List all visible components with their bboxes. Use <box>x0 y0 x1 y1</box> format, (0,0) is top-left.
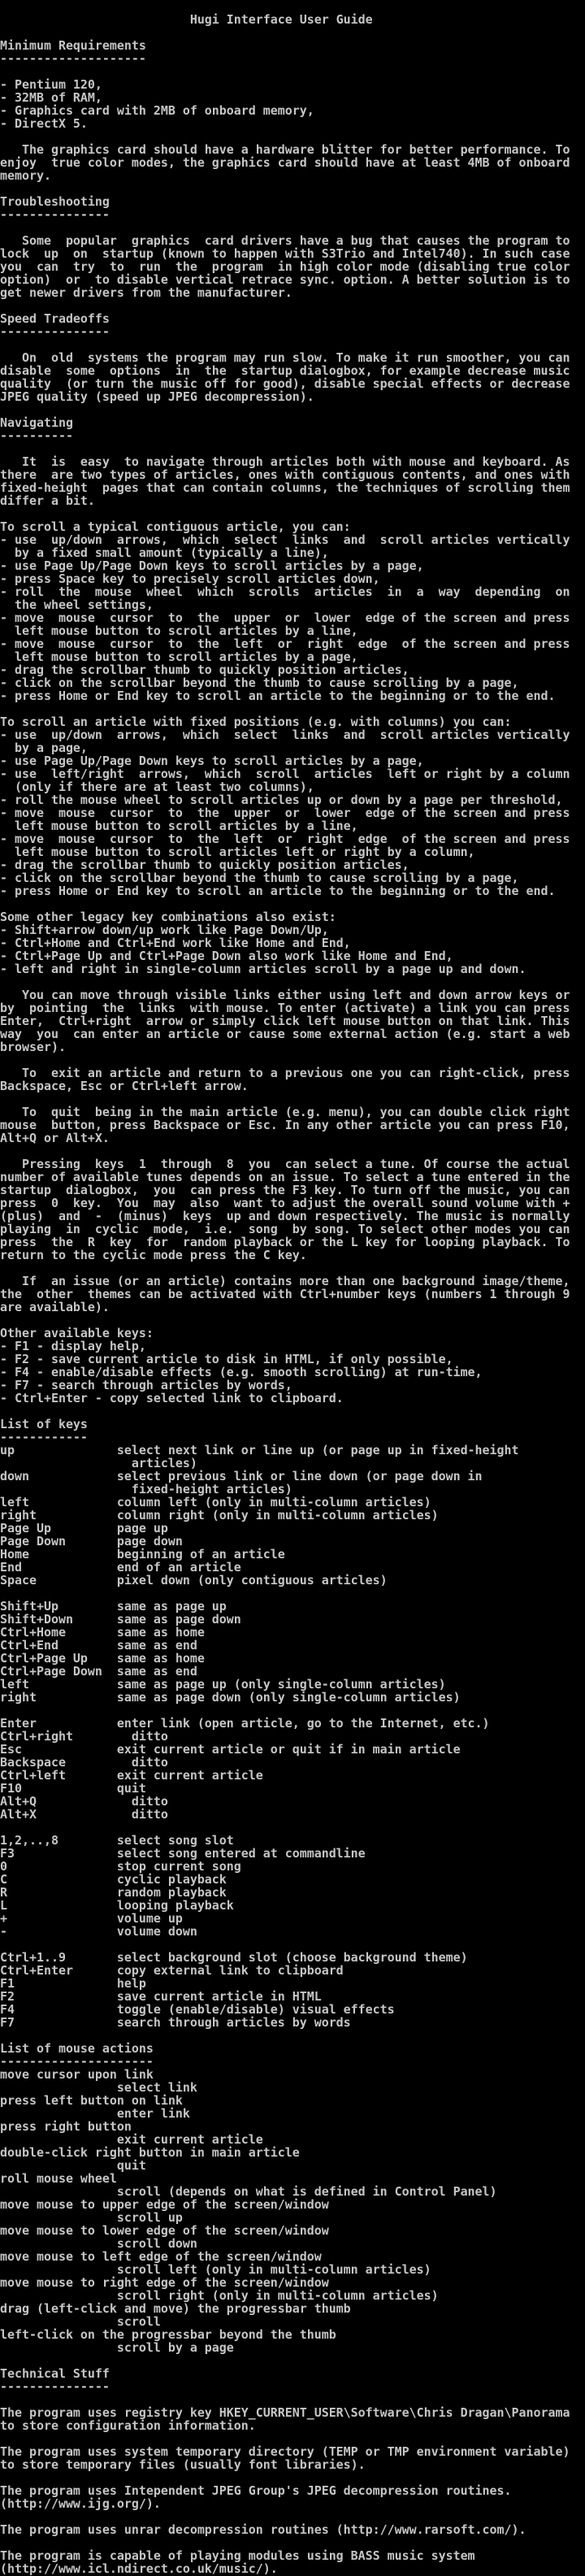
text-line: scroll down <box>0 2236 197 2251</box>
text-line: The graphics card should have a hardware blitter for better performance. To <box>0 142 570 157</box>
text-line: - 32MB of RAM, <box>0 90 102 105</box>
text-line: move mouse to right edge of the screen/window <box>0 2275 329 2290</box>
text-line: press right button <box>0 2119 132 2134</box>
text-line: List of keys <box>0 1417 88 1431</box>
text-line: - use left/right arrows, which scroll articles left or right by a column <box>0 767 570 781</box>
text-line: To exit an article and return to a previous one you can right-click, press <box>0 1066 570 1080</box>
text-line: Hugi Interface User Guide <box>0 12 373 27</box>
text-line <box>0 182 585 195</box>
text-line: It is easy to navigate through articles both with mouse and keyboard. As <box>0 454 570 469</box>
text-line: - move mouse cursor to the upper or lower edge of the screen and press <box>0 806 570 820</box>
text-line: differ a bit. <box>0 493 95 508</box>
text-line: startup dialogbox, you can press the F3 key. To turn off the music, you can <box>0 1183 570 1197</box>
text-line: enjoy true color modes, the graphics card should have at least 4MB of onboard <box>0 155 570 170</box>
text-line: Ctrl+Home same as home <box>0 1625 205 1640</box>
text-line: (only if there are at least two columns), <box>0 780 314 794</box>
text-line: The program uses registry key HKEY_CURRENT_USER\Software\Chris Dragan\Panorama <box>0 2405 570 2420</box>
text-line: - use up/down arrows, which select links and scroll articles vertically <box>0 728 570 742</box>
text-line: --------------- <box>0 207 110 222</box>
text-line <box>0 1938 585 1951</box>
text-line: number of available tunes depends on an issue. To select a tune entered in the <box>0 1170 570 1184</box>
text-line: fixed-height pages that can contain columns, the techniques of scrolling them <box>0 480 570 495</box>
text-line: playing in cyclic mode, i.e. song by song. To select other modes you can <box>0 1222 570 1236</box>
text-line: To scroll an article with fixed positions (e.g. with columns) you can: <box>0 715 512 729</box>
text-line <box>0 1145 585 1158</box>
text-line: You can move through visible links either using left and down arrow keys or <box>0 988 570 1002</box>
text-line: are available). <box>0 1300 110 1314</box>
text-line: - move mouse cursor to the left or right edge of the screen and press <box>0 636 570 651</box>
text-line: lock up on startup (known to happen with S3Trio and Intel740). In such case <box>0 246 570 261</box>
text-line <box>0 2510 585 2523</box>
text-line <box>0 2432 585 2445</box>
text-line <box>0 130 585 143</box>
text-line: - use up/down arrows, which select links and scroll articles vertically <box>0 532 570 547</box>
text-line: Alt+X ditto <box>0 1807 168 1822</box>
text-line: Enter, Ctrl+right arrow or simply click left mouse button on that link. This <box>0 1014 570 1028</box>
text-line: Alt+Q ditto <box>0 1794 168 1809</box>
text-line: The program uses system temporary directory (TEMP or TMP environment variable) <box>0 2444 570 2459</box>
text-line: get newer drivers from the manufacturer. <box>0 285 292 300</box>
text-line: the wheel settings, <box>0 597 154 612</box>
text-line: (http://www.icl.ndirect.co.uk/music/). <box>0 2561 278 2576</box>
text-line: - F7 - search through articles by words, <box>0 1378 292 1392</box>
text-line: - DirectX 5. <box>0 116 88 131</box>
text-line: --------------- <box>0 324 110 339</box>
text-line: you can try to run the program in high color mode (disabling true color <box>0 259 570 274</box>
text-line: select link <box>0 2080 197 2095</box>
text-line: --------------------- <box>0 2054 154 2069</box>
text-line: The program is capable of playing modules using BASS music system <box>0 2548 475 2563</box>
text-line <box>0 975 585 988</box>
text-line: If an issue (or an article) contains more than one background image/theme, <box>0 1274 570 1288</box>
text-line <box>0 1262 585 1275</box>
text-line: mouse button, press Backspace or Esc. In any other article you can press F10, <box>0 1118 570 1132</box>
text-line: - Ctrl+Home and Ctrl+End work like Home and End, <box>0 936 351 950</box>
text-line <box>0 2393 585 2406</box>
text-line: disable some options in the startup dialogbox, for example decrease music <box>0 363 570 378</box>
text-line: to store temporary files (usually font libraries). <box>0 2457 366 2472</box>
text-line <box>0 65 585 78</box>
text-line: F10 quit <box>0 1781 146 1796</box>
text-line <box>0 1093 585 1106</box>
text-line: Shift+Down same as page down <box>0 1612 241 1627</box>
text-line: articles) <box>0 1456 197 1470</box>
text-line: + volume up <box>0 1911 183 1926</box>
text-line: F1 help <box>0 1976 146 1991</box>
text-line: L looping playback <box>0 1898 234 1913</box>
text-line: - roll the mouse wheel to scroll articles up or down by a page per threshold, <box>0 793 563 807</box>
text-line: move mouse to lower edge of the screen/window <box>0 2223 329 2238</box>
text-line: C cyclic playback <box>0 1872 227 1887</box>
text-line: Ctrl+Enter copy external link to clipboard <box>0 1963 344 1978</box>
text-line: left same as page up (only single-column articles) <box>0 1677 446 1692</box>
text-line: Speed Tradeoffs <box>0 311 110 326</box>
text-line: - move mouse cursor to the left or right edge of the screen and press <box>0 832 570 846</box>
text-line: - Ctrl+Enter - copy selected link to clipboard. <box>0 1391 344 1405</box>
text-line: 0 stop current song <box>0 1859 241 1874</box>
text-line: the other themes can be activated with Ctrl+number keys (numbers 1 through 9 <box>0 1287 570 1301</box>
text-line: Some other legacy key combinations also exist: <box>0 910 336 924</box>
text-line: - drag the scrollbar thumb to quickly position articles, <box>0 662 410 677</box>
text-line: Space pixel down (only contiguous articles) <box>0 1573 388 1588</box>
text-line: - press Home or End key to scroll an article to the beginning or to the end. <box>0 884 556 898</box>
text-line: Ctrl+left exit current article <box>0 1768 263 1783</box>
text-line: - roll the mouse wheel which scrolls articles in a way depending on <box>0 584 570 599</box>
text-line: Page Up page up <box>0 1521 168 1536</box>
text-line: Alt+Q or Alt+X. <box>0 1131 110 1145</box>
text-line: way you can enter an article or cause some external action (e.g. start a web <box>0 1027 570 1041</box>
text-line: by a page, <box>0 741 88 755</box>
text-line: double-click right button in main article <box>0 2145 300 2160</box>
text-line: by pointing the links with mouse. To enter (activate) a link you can press <box>0 1001 570 1015</box>
text-line: there are two types of articles, ones with contiguous contents, and ones with <box>0 467 570 482</box>
text-line: - Pentium 120, <box>0 77 102 92</box>
text-line: press 0 key. You may also want to adjust the overall sound volume with + <box>0 1196 570 1210</box>
text-line <box>0 26 585 39</box>
text-line: Backspace, Esc or Ctrl+left arrow. <box>0 1079 249 1093</box>
text-line <box>0 897 585 910</box>
text-line: exit current article <box>0 2132 263 2147</box>
text-line <box>0 2536 585 2549</box>
text-line: down select previous link or line down (or page down in <box>0 1469 483 1483</box>
text-line <box>0 1587 585 1600</box>
text-line: Troubleshooting <box>0 194 110 209</box>
text-line: Enter enter link (open article, go to the Internet, etc.) <box>0 1716 490 1731</box>
text-line: scroll left (only in multi-column articles) <box>0 2262 431 2277</box>
text-line: browser). <box>0 1040 66 1054</box>
text-line: On old systems the program may run slow. To make it run smoother, you can <box>0 350 570 365</box>
text-line: ------------ <box>0 1430 88 1444</box>
text-line: The program uses unrar decompression routines (http://www.rarsoft.com/). <box>0 2522 526 2537</box>
text-line <box>0 1314 585 1327</box>
text-line: Ctrl+Page Up same as home <box>0 1651 205 1666</box>
text-line: -------------------- <box>0 51 146 66</box>
text-line: move mouse to upper edge of the screen/window <box>0 2197 329 2212</box>
text-line: Home beginning of an article <box>0 1547 285 1562</box>
text-line <box>0 1053 585 1066</box>
text-line: - F2 - save current article to disk in HTML, if only possible, <box>0 1352 453 1366</box>
text-line <box>0 1704 585 1717</box>
text-line: memory. <box>0 168 51 183</box>
text-line: - use Page Up/Page Down keys to scroll articles by a page, <box>0 754 424 768</box>
text-line: quality (or turn the music off for good), disable special effects or decrease <box>0 376 570 391</box>
text-line: Page Down page down <box>0 1534 183 1549</box>
text-line: Some popular graphics card drivers have a bug that causes the program to <box>0 233 570 248</box>
text-line: - press Space key to precisely scroll articles down, <box>0 571 380 586</box>
text-line: - click on the scrollbar beyond the thumb to cause scrolling by a page, <box>0 871 519 885</box>
text-line: move cursor upon link <box>0 2067 154 2082</box>
text-line: ---------- <box>0 428 73 443</box>
text-line: - F1 - display help, <box>0 1339 146 1353</box>
text-line: - F4 - enable/disable effects (e.g. smooth scrolling) at run-time, <box>0 1365 483 1379</box>
text-line: - left and right in single-column articles scroll by a page up and down. <box>0 962 526 976</box>
text-line: scroll by a page <box>0 2340 234 2355</box>
text-line: left mouse button to scroll articles left or right by a column, <box>0 845 475 859</box>
text-line <box>0 299 585 312</box>
text-line: press the R key for random playback or the L key for looping playback. To <box>0 1235 570 1249</box>
text-line: quit <box>0 2158 146 2173</box>
text-line <box>0 2471 585 2484</box>
text-line <box>0 338 585 351</box>
text-line: - Graphics card with 2MB of onboard memory, <box>0 103 314 118</box>
text-line: To scroll a typical contiguous article, you can: <box>0 519 351 534</box>
text-line: option) or to disable vertical retrace sync. option. A better solution is to <box>0 272 570 287</box>
text-line: Ctrl+Page Down same as end <box>0 1664 197 1679</box>
text-line: - click on the scrollbar beyond the thumb to cause scrolling by a page, <box>0 675 519 690</box>
text-line: F4 toggle (enable/disable) visual effects <box>0 2002 395 2017</box>
text-line: Ctrl+End same as end <box>0 1638 197 1653</box>
text-line <box>0 507 585 520</box>
text-line <box>0 221 585 234</box>
text-line: roll mouse wheel <box>0 2171 117 2186</box>
text-line <box>0 1405 585 1418</box>
text-line: to store configuration information. <box>0 2418 256 2433</box>
text-line <box>0 403 585 416</box>
text-line: Backspace ditto <box>0 1755 168 1770</box>
text-line: --------------- <box>0 2379 110 2394</box>
text-line: - Ctrl+Page Up and Ctrl+Page Down also work like Home and End, <box>0 949 453 963</box>
text-line: Shift+Up same as page up <box>0 1599 227 1614</box>
text-line: enter link <box>0 2106 190 2121</box>
text-line: press left button on link <box>0 2093 183 2108</box>
text-line: right same as page down (only single-column articles) <box>0 1690 461 1705</box>
text-line: To quit being in the main article (e.g. menu), you can double click right <box>0 1105 570 1119</box>
text-line: Technical Stuff <box>0 2366 110 2381</box>
text-line: left mouse button to scroll articles by a page, <box>0 649 358 664</box>
text-line: R random playback <box>0 1885 227 1900</box>
text-line: (http://www.ijg.org/). <box>0 2496 161 2511</box>
text-line: up select next link or line up (or page up in fixed-height <box>0 1443 519 1457</box>
text-line <box>0 442 585 455</box>
text-line: End end of an article <box>0 1560 241 1575</box>
text-line: move mouse to left edge of the screen/window <box>0 2249 322 2264</box>
text-line: (plus) and - (minus) keys up and down respectively. The music is normally <box>0 1209 570 1223</box>
text-line: JPEG quality (speed up JPEG decompression). <box>0 389 314 404</box>
text-line <box>0 702 585 715</box>
text-line: Pressing keys 1 through 8 you can select a tune. Of course the actual <box>0 1157 570 1171</box>
text-line: scroll (depends on what is defined in Control Panel) <box>0 2184 497 2199</box>
text-line: The program uses Intependent JPEG Group's JPEG decompression routines. <box>0 2483 512 2498</box>
text-line: F2 save current article in HTML <box>0 1989 322 2004</box>
text-line: left mouse button to scroll articles by a line, <box>0 623 358 638</box>
text-line: Navigating <box>0 415 73 430</box>
text-line <box>0 2029 585 2042</box>
text-line: F3 select song entered at commandline <box>0 1846 366 1861</box>
text-line: - volume down <box>0 1924 197 1939</box>
text-line: Minimum Requirements <box>0 38 146 53</box>
text-line: List of mouse actions <box>0 2041 154 2056</box>
text-line: left column left (only in multi-column articles) <box>0 1495 431 1510</box>
text-line: - drag the scrollbar thumb to quickly position articles, <box>0 858 410 872</box>
text-line: drag (left-click and move) the progressbar thumb <box>0 2301 351 2316</box>
text-line: F7 search through articles by words <box>0 2015 351 2030</box>
text-line: fixed-height articles) <box>0 1482 292 1497</box>
text-line <box>0 0 585 13</box>
text-line: - Shift+arrow down/up work like Page Down/Up, <box>0 923 329 937</box>
text-line: left-click on the progressbar beyond the thumb <box>0 2327 336 2342</box>
text-line <box>0 1821 585 1834</box>
text-line: Ctrl+right ditto <box>0 1729 168 1744</box>
text-line: by a fixed small amount (typically a line), <box>0 545 329 560</box>
text-line: - move mouse cursor to the upper or lower edge of the screen and press <box>0 610 570 625</box>
text-line: return to the cyclic mode press the C key. <box>0 1248 307 1262</box>
text-line: - press Home or End key to scroll an article to the beginning or to the end. <box>0 689 556 703</box>
text-line: scroll up <box>0 2210 183 2225</box>
text-line: scroll right (only in multi-column articles) <box>0 2288 439 2303</box>
text-line: left mouse button to scroll articles by a line, <box>0 819 358 833</box>
text-line: right column right (only in multi-column articles) <box>0 1508 439 1523</box>
text-line: Other available keys: <box>0 1326 154 1340</box>
text-line: Ctrl+1..9 select background slot (choose background theme) <box>0 1950 468 1965</box>
text-line: 1,2,..,8 select song slot <box>0 1833 234 1848</box>
text-line <box>0 2354 585 2367</box>
text-line: - use Page Up/Page Down keys to scroll articles by a page, <box>0 558 424 573</box>
text-line: Esc exit current article or quit if in main article <box>0 1742 461 1757</box>
text-line: scroll <box>0 2314 161 2329</box>
